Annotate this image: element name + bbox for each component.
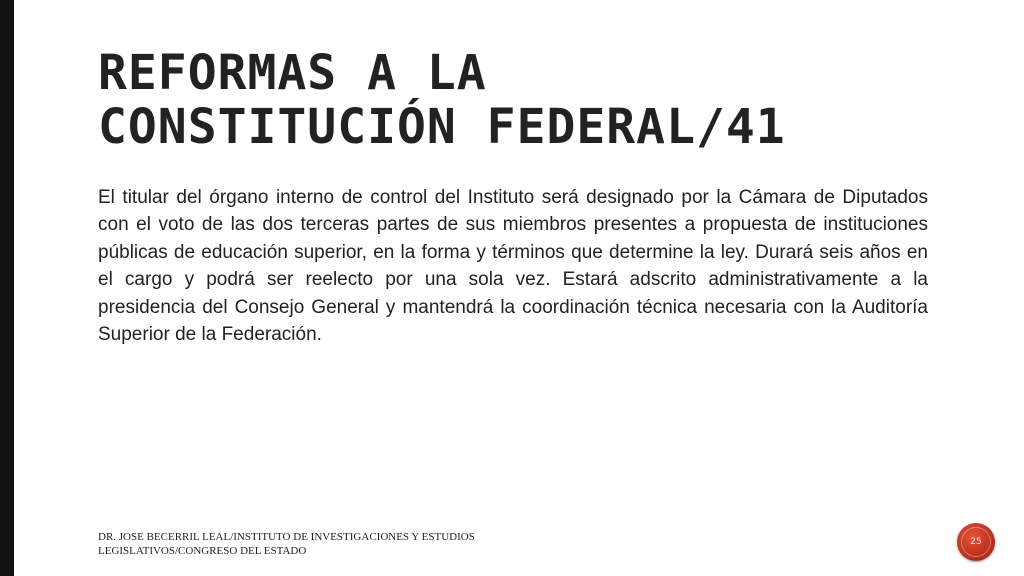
left-accent-bar — [0, 0, 14, 576]
page-number-badge — [957, 523, 995, 561]
page-number: 25 — [970, 537, 982, 547]
page-number-badge-ring — [961, 527, 991, 557]
slide-footer: DR. JOSE BECERRIL LEAL/INSTITUTO DE INVESTIGACIONES Y ESTUDIOS LEGISLATIVOS/CONGRESO DEL ESTADO — [98, 531, 475, 557]
slide-body-text: El titular del órgano interno de control del Instituto será designado por la Cámara de Diputados con el voto de las dos terceras partes de sus miembros presentes a propuesta de instituciones públicas de educación superior, en la forma y términos que determine la ley. Durará seis años en el cargo y podrá ser reelecto por una sola vez. Estará adscrito administrativamente a la presidencia del Consejo General y mantendrá la coordinación técnica necesaria con la Auditoría Superior de la Federación. — [98, 187, 928, 346]
slide-title: REFORMAS A LA CONSTITUCIÓN FEDERAL/41 — [98, 45, 786, 155]
